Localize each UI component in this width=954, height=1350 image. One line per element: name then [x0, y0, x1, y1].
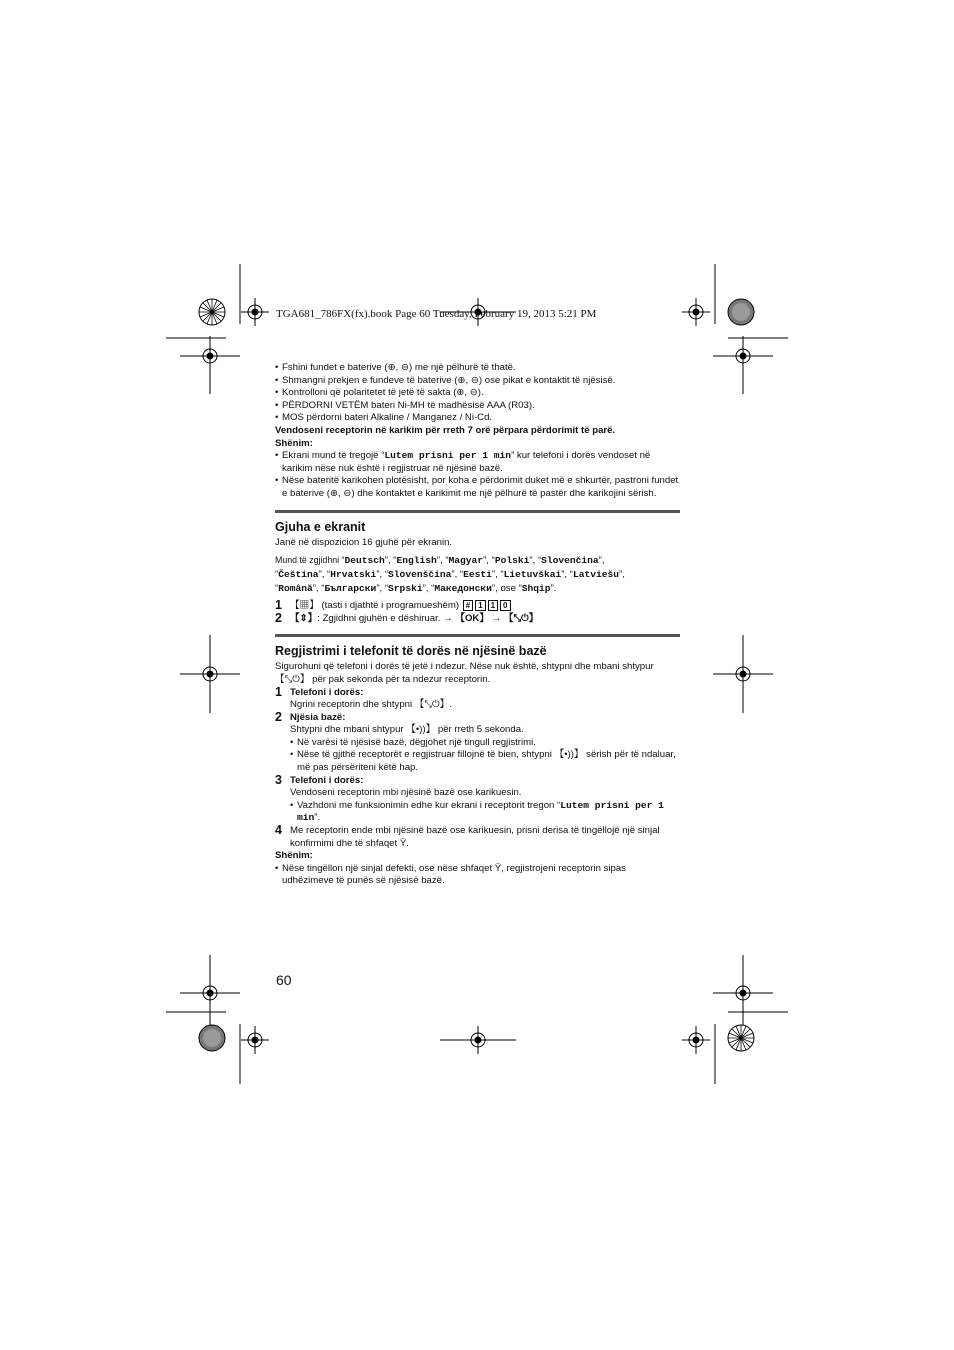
page-number: 60: [276, 972, 292, 988]
page-content: [275, 362, 680, 888]
language-step-1: 1 【▦】 (tasti i djathtë i programueshëm) # 1 1 0: [275, 600, 680, 613]
battery-bullet: • Kontrolloni që polaritetet të jetë të sakta (⊕, ⊖).: [275, 387, 680, 400]
charge-warning: Vendoseni receptorin në karikim për rreth 7 orë përpara përdorimit të parë.: [275, 424, 616, 436]
section-divider: [275, 634, 680, 637]
register-step-3: 3 Telefoni i dorës: Vendoseni receptorin mbi njësinë bazë ose karikuesin. • Vazhdoni me funksionimin edhe kur ekrani i receptorit tregon “Lutem prisni per 1 min”.: [275, 775, 680, 825]
hash-key: #: [463, 600, 473, 611]
note-label: Shënim:: [275, 850, 313, 862]
digit-key: 0: [500, 600, 510, 611]
language-list: Mund të zgjidhni “Deutsch”, “English”, “Magyar”, “Polski”, “Slovenčina”, “Čeština”, “Hrvatski”, “Slovenščina”, “Eesti”, “Lietuvškai”, “Latviešu”, “Română”, “Български”, “Srpski”, “Македонски”, ose “Shqip”.: [275, 555, 625, 595]
digit-key: 1: [488, 600, 498, 611]
file-header: TGA681_786FX(fx).book Page 60 Tuesday, February 19, 2013 5:21 PM: [276, 308, 597, 320]
note-item: • Nëse bateritë karikohen plotësisht, por koha e përdorimit duket më e shkurtër, pastroni fundet e baterive (⊕, ⊖) dhe kontaktet e karikimit me një pëlhurë të pastër dhe karikojini sërish.: [275, 475, 680, 500]
menu-key-icon: ▦: [299, 600, 310, 612]
register-step-2: 2 Njësia bazë: Shtypni dhe mbani shtypur 【•))】 për rreth 5 sekonda. • Në varësi të njësisë bazë, dëgjohet një tingull regjistrimi. • Nëse të gjithë receptorët e regjistruar fillojnë të bien, shtypni 【•))】 sërish për të ndaluar, më pas përsëriteni këtë hap.: [275, 712, 680, 775]
battery-bullet: • PËRDORNI VETËM bateri Ni-MH të madhësisë AAA (R03).: [275, 400, 680, 413]
navigator-key-icon: ⇕: [299, 612, 308, 624]
note-item: • Nëse tingëllon një sinjal defekti, ose nëse shfaqet Ÿ, regjistrojeni receptorin sipas udhëzimeve të punës së njësisë bazë.: [275, 863, 680, 888]
section-title-register: Regjistrimi i telefonit të dorës në njësinë bazë: [275, 644, 547, 659]
note-item: • Ekrani mund të tregojë “Lutem prisni per 1 min” kur telefoni i dorës vendoset në karikim nëse nuk është i regjistruar në njësinë bazë.: [275, 450, 680, 475]
language-step-2: 2 【⇕】: Zgjidhni gjuhën e dëshiruar. → 【OK】 → 【⤡⏻】: [275, 610, 539, 625]
battery-bullet: • Fshini fundet e baterive (⊕, ⊖) me një pëlhurë të thatë.: [275, 362, 680, 375]
register-step-4: 4 Me receptorin ende mbi njësinë bazë ose karikuesin, prisni derisa të tingëllojë një sinjal konfirmimi dhe të shfaqet Ÿ.: [275, 823, 660, 849]
register-step-1: 1 Telefoni i dorës: Ngrini receptorin dhe shtypni 【⤡⏻】.: [275, 684, 452, 711]
language-intro: Janë në dispozicion 16 gjuhë për ekranin.: [275, 536, 453, 548]
register-intro: Sigurohuni që telefoni i dorës të jetë i ndezur. Nëse nuk është, shtypni dhe mbani shtypur 【⤡⏻】 për pak sekonda për ta ndezur receptorin.: [275, 661, 654, 685]
note-label: Shënim:: [275, 437, 313, 449]
digit-key: 1: [475, 600, 485, 611]
section-divider: [275, 510, 680, 513]
battery-bullet: • Shmangni prekjen e fundeve të baterive (⊕, ⊖) ose pikat e kontaktit të njësisë.: [275, 375, 680, 388]
section-title-language: Gjuha e ekranit: [275, 519, 366, 534]
battery-bullet: • MOS përdorni bateri Alkaline / Manganez / Ni-Cd.: [275, 412, 680, 425]
